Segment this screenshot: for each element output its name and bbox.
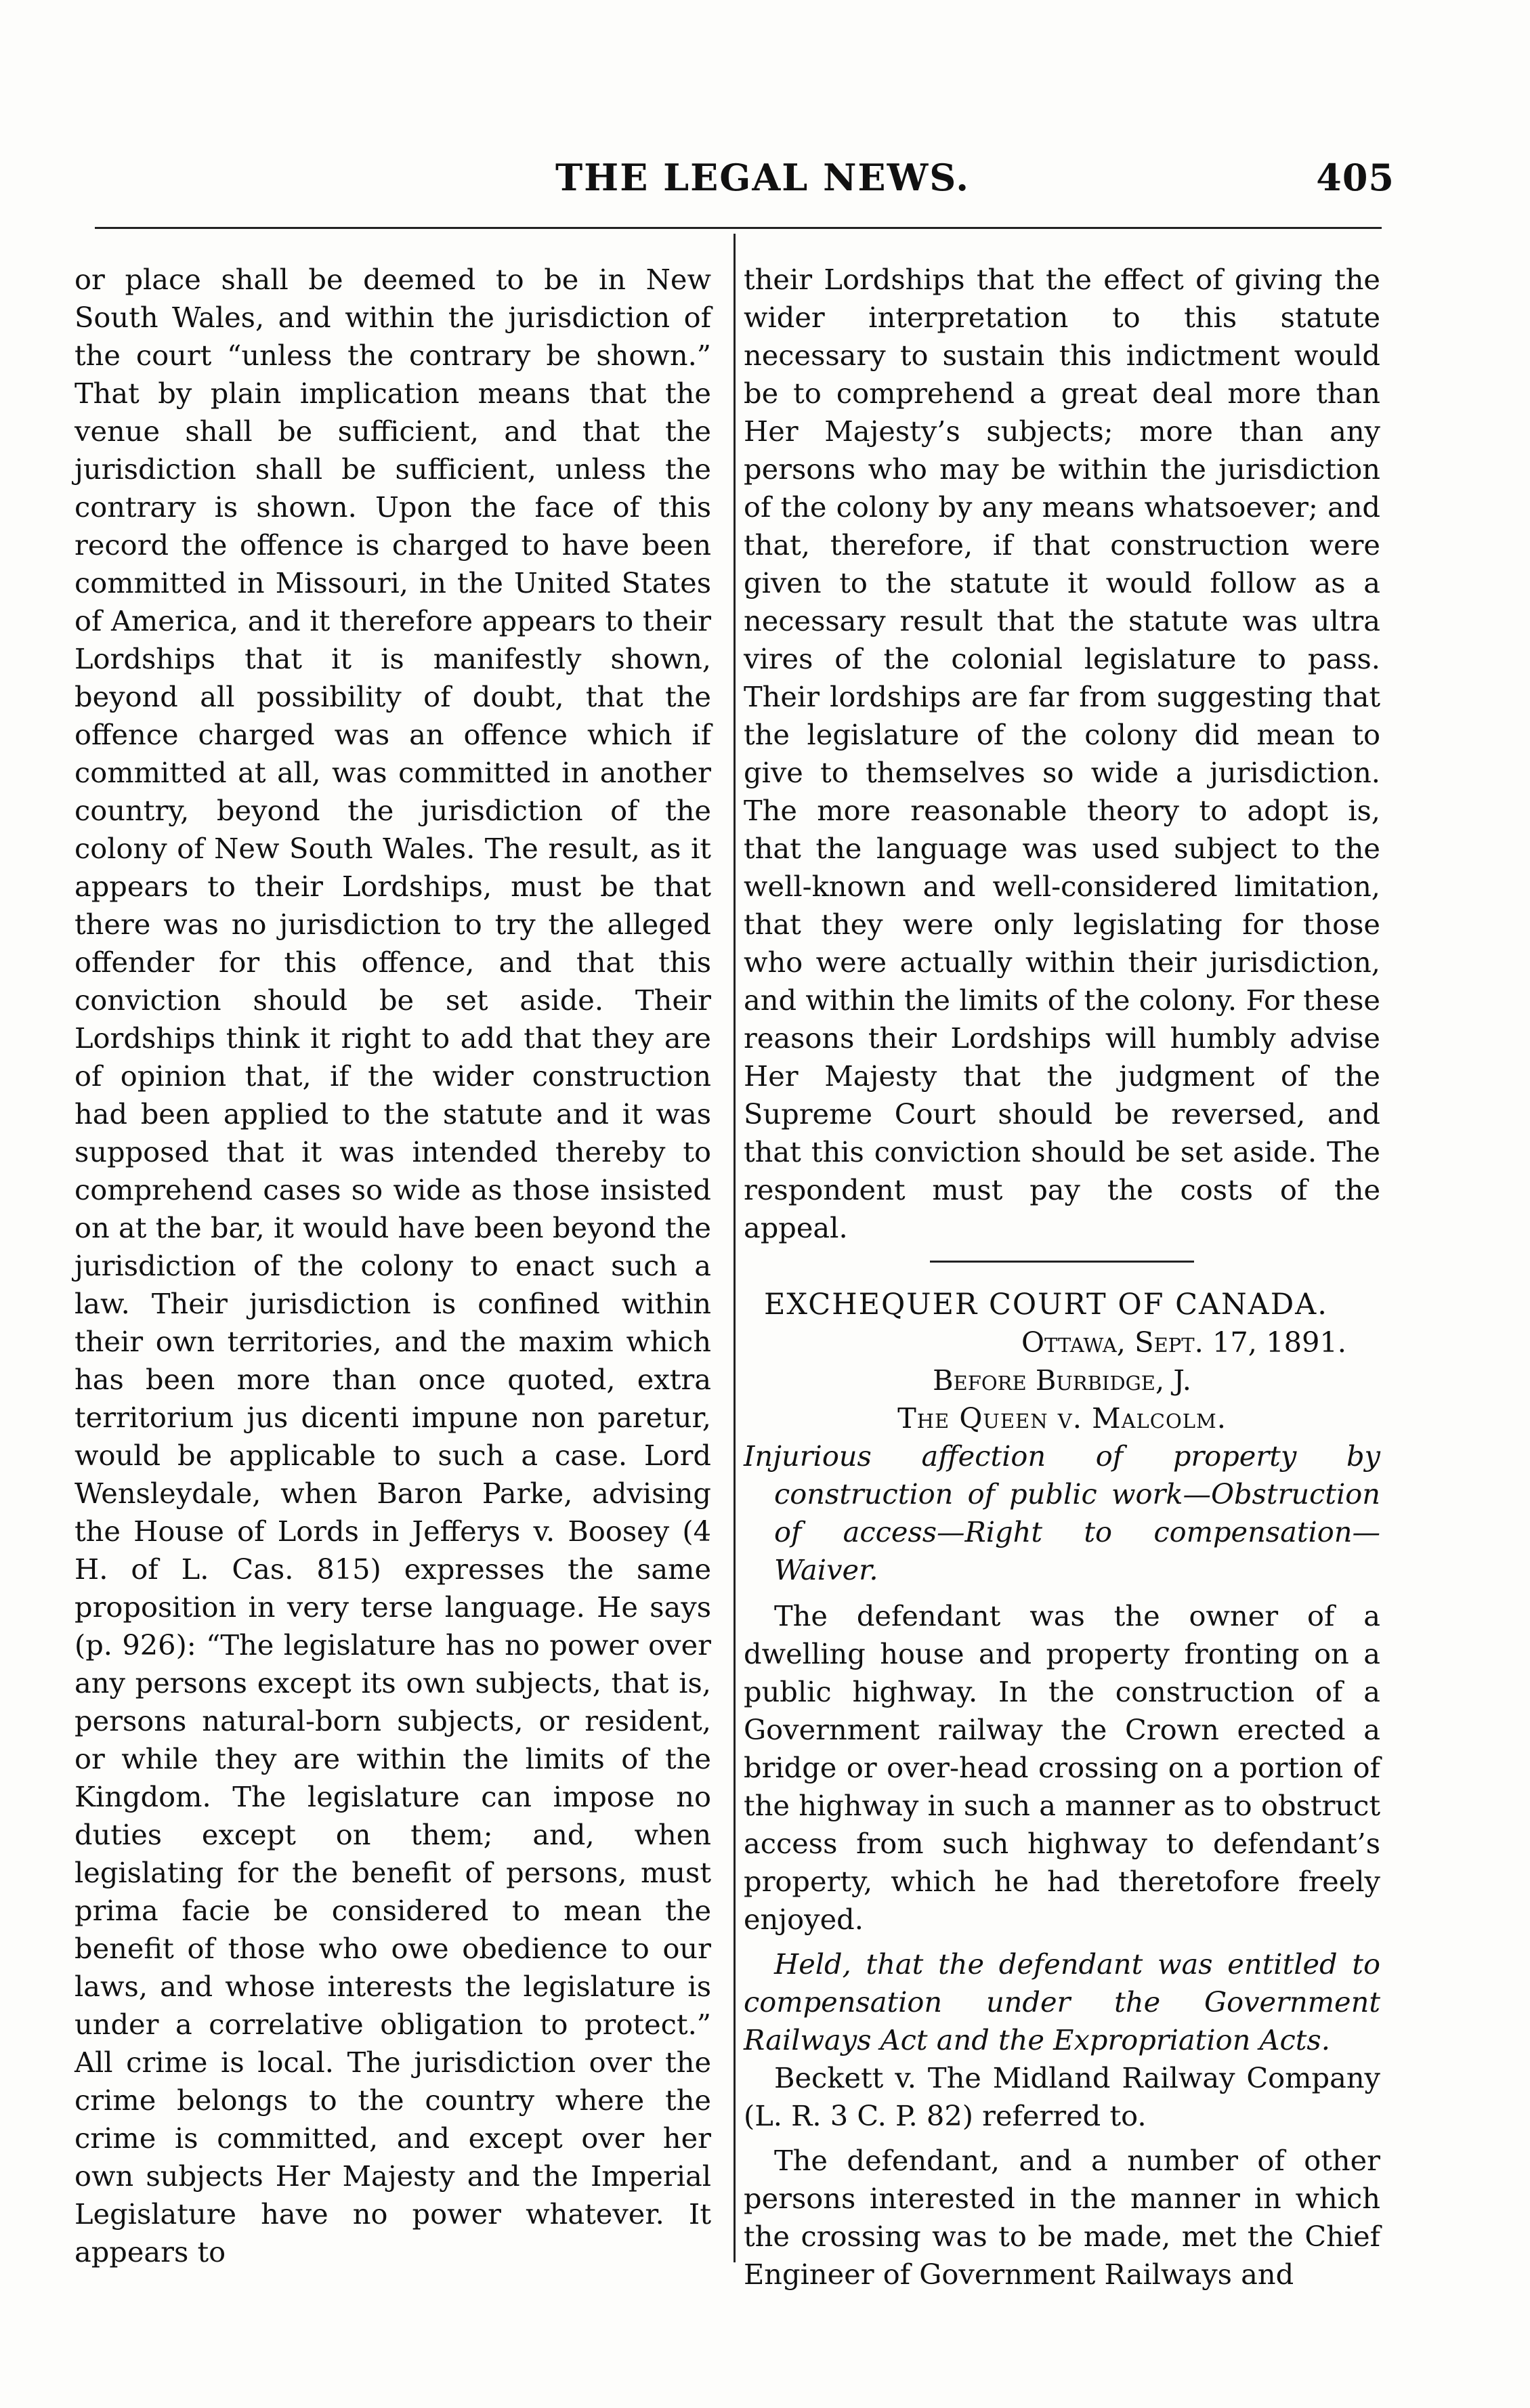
page-number: 405 <box>1316 156 1395 199</box>
headnote: Injurious affection of property by construction of public work—Obstruction of access—Right to compensation—Waiver. <box>744 1439 1380 1586</box>
case-reference: Beckett v. The Midland Railway Company (L. R. 3 C. P. 82) referred to. <box>744 2061 1380 2132</box>
case-title: The Queen v. Malcolm. <box>897 1401 1227 1435</box>
right-column <box>744 261 1380 2294</box>
court-title: EXCHEQUER COURT OF CANADA. <box>764 1288 1328 1322</box>
judgment-continuation: their Lordships that the effect of giving the wider interpretation to this statute necessary to sustain this indictment would be to comprehend a great deal more than Her Majesty’s subjects; more than any persons who may be within the jurisdiction of the colony by any means whatsoever; and that, therefore, if that construction were given to the statute it would follow as a necessary result that the statute was ultra vires of the colonial legislature to pass. Their lordships are far from suggesting that the legislature of the colony did mean to give to themselves so wide a jurisdiction. The more reasonable theory to adopt is, that the language was used subject to the well-known and well-considered limitation, that they were only legislating for those who were actually within their jurisdiction, and within the limits of the colony. For these reasons their Lordships will humbly advise Her Majesty that the judgment of the Supreme Court should be reversed, and that this conviction should be set aside. The respondent must pay the costs of the appeal. <box>744 263 1380 1244</box>
held-paragraph: Held, that the defendant was entitled to compensation under the Government Railways Act and the Expropriation Acts. <box>744 1947 1380 2056</box>
spacer <box>744 1939 1380 1945</box>
dateline: Ottawa, Sept. 17, 1891. <box>1021 1326 1346 1359</box>
narrative-paragraph: The defendant, and a number of other persons interested in the manner in which the crossing was to be made, met the Chief Engineer of Government Railways and <box>744 2144 1380 2291</box>
running-title: THE LEGAL NEWS. <box>555 156 971 199</box>
facts-paragraph: The defendant was the owner of a dwelling house and property fronting on a public highway. In the construction of a Government railway the Crown erected a bridge or over-head crossing on a portion of the highway in such a manner as to obstruct access from such highway to defendant’s property, which he had theretofore freely enjoyed. <box>744 1599 1380 1936</box>
judge-line: Before Burbidge, J. <box>933 1364 1191 1397</box>
page-header <box>75 156 1395 210</box>
section-rule <box>930 1261 1194 1263</box>
spacer <box>744 2135 1380 2142</box>
header-rule <box>95 227 1382 229</box>
left-column <box>75 261 711 2271</box>
left-column-paragraph: or place shall be deemed to be in New South Wales, and within the jurisdiction of the court “unless the contrary be shown.” That by plain implication means that the venue shall be sufficient, and that the jurisdiction shall be sufficient, unless the contrary is shown. Upon the face of this record the offence is charged to have been committed in Missouri, in the United States of America, and it therefore appears to their Lordships that it is manifestly shown, beyond all possibility of doubt, that the offence charged was an offence which if committed at all, was committed in another country, beyond the jurisdiction of the colony of New South Wales. The result, as it appears to their Lordships, must be that there was no jurisdiction to try the alleged offender for this offence, and that this conviction should be set aside. Their Lordships think it right to add that they are of opinion that, if the wider construction had been applied to the statute and it was supposed that it was intended thereby to comprehend cases so wide as those insisted on at the bar, it would have been beyond the jurisdiction of the colony to enact such a law. Their jurisdiction is confined within their own territories, and the maxim which has been more than once quoted, extra territorium jus dicenti impune non paretur, would be applicable to such a case. Lord Wensleydale, when Baron Parke, advising the House of Lords in Jefferys v. Boosey (4 H. of L. Cas. 815) expresses the same proposition in very terse language. He says (p. 926): “The legislature has no power over any persons except its own subjects, that is, persons natural-born subjects, or resident, or while they are within the limits of the Kingdom. The legislature can impose no duties except on them; and, when legislating for the benefit of persons, must prima facie be considered to mean the benefit of those who owe obedience to our laws, and whose interests the legislature is under a correlative obligation to protect.” All crime is local. The jurisdiction over the crime belongs to the country where the crime is committed, and except over her own subjects Her Majesty and the Imperial Legislature have no power whatever. It appears to <box>75 263 711 2268</box>
column-divider <box>734 234 736 2262</box>
